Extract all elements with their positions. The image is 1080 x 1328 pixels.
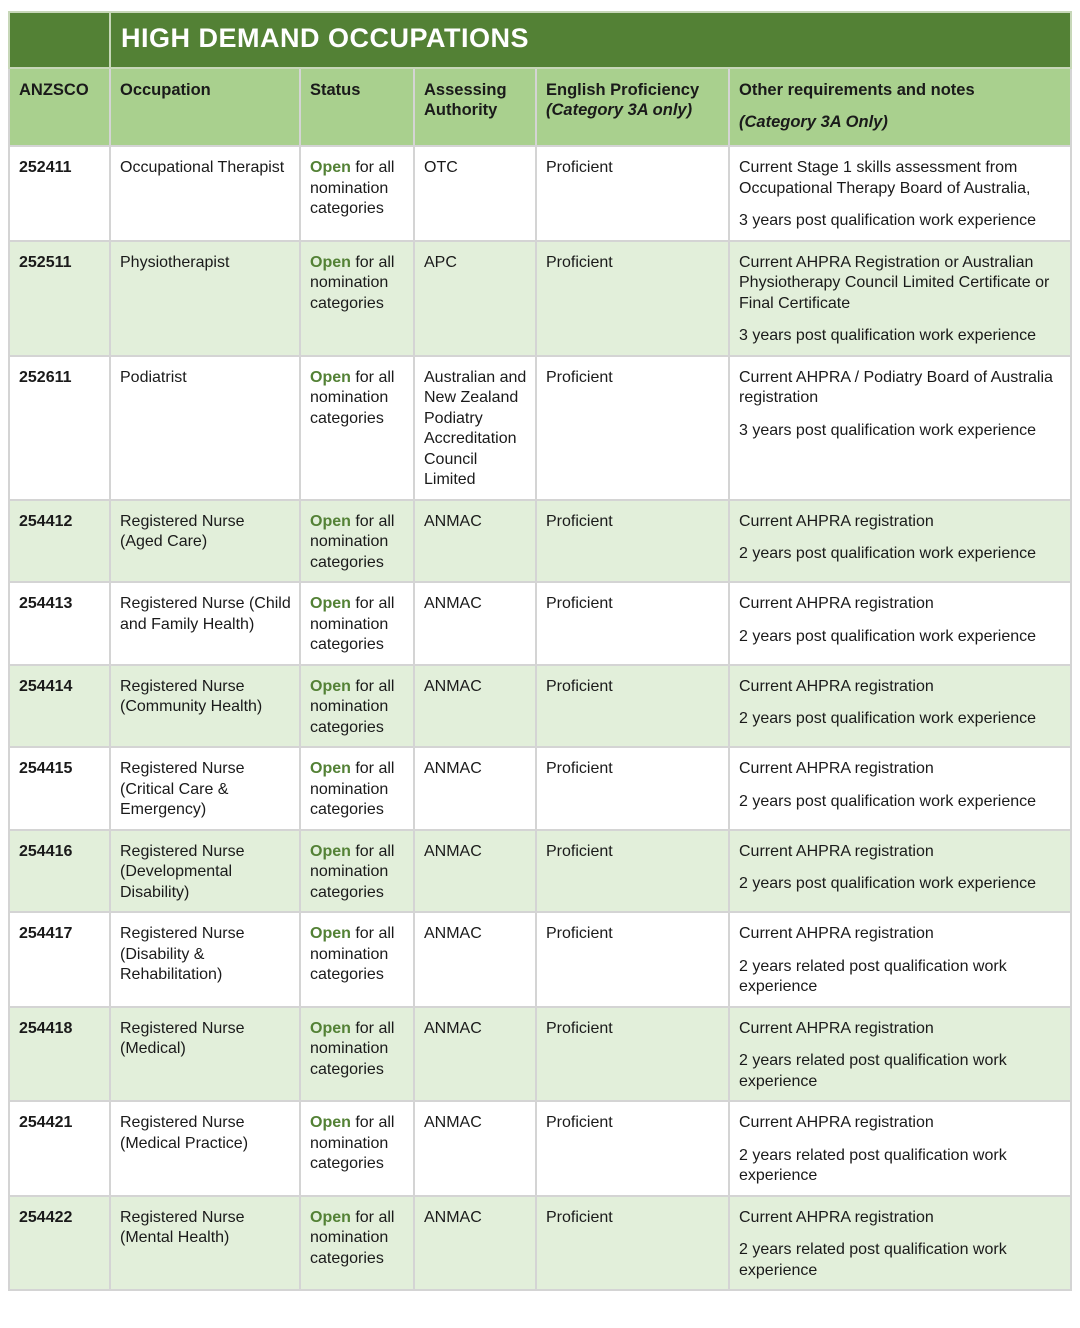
status-cell [300,582,414,665]
note-experience: 3 years post qualification work experience [739,421,1037,439]
assessing-authority: APC [424,253,457,271]
high-demand-occupations-table [8,11,1072,1291]
occupation-cell [110,356,300,500]
note-experience: 3 years post qualification work experience [739,327,1037,344]
note-experience: 2 years related post qualification work experience [739,1052,1007,1090]
english-cell [536,146,729,241]
authority-cell [414,747,536,830]
notes-cell [729,747,1071,830]
authority-cell [414,1196,536,1291]
occupations-table-frame [8,11,1070,1291]
table-row [9,665,1071,748]
notes-cell [729,146,1071,241]
english-cell [536,830,729,913]
table-row [9,830,1071,913]
anzsco-code: 254416 [19,842,73,860]
note-experience: 2 years related post qualification work experience [739,957,1007,995]
assessing-authority: Australian and New Zealand Podiatry Accreditation Council Limited [424,368,527,488]
occupation-name: Occupational Therapist [120,159,285,176]
assessing-authority: ANMAC [424,1208,482,1226]
anzsco-cell [9,241,110,356]
status-open: Open [310,159,351,176]
note-requirement: Current AHPRA registration [739,595,934,612]
english-proficiency: Proficient [546,1114,613,1131]
assessing-authority: ANMAC [424,842,482,860]
note-experience: 2 years post qualification work experience [739,710,1037,727]
note-requirement: Current AHPRA registration [739,925,934,942]
assessing-authority: ANMAC [424,1019,482,1037]
header-status: Status [300,68,414,146]
header-row [9,68,1071,146]
english-proficiency: Proficient [546,842,613,860]
occupation-name: Registered Nurse (Community Health) [120,677,263,715]
assessing-authority: ANMAC [424,512,482,530]
status-open: Open [310,253,351,271]
occupation-cell [110,830,300,913]
note-experience: 2 years post qualification work experience [739,627,1037,645]
authority-cell [414,582,536,665]
occupation-name: Registered Nurse (Medical) [120,1019,245,1057]
status-detail: for all nomination categories [310,1114,395,1172]
english-proficiency: Proficient [546,925,613,942]
status-detail: for all nomination categories [310,842,395,901]
anzsco-code: 254421 [19,1114,73,1131]
occupation-name: Registered Nurse (Medical Practice) [120,1114,249,1152]
occupation-cell [110,241,300,356]
notes-cell [729,1007,1071,1102]
status-open: Open [310,512,351,530]
authority-cell [414,665,536,748]
table-row [9,1101,1071,1196]
occupation-name: Physiotherapist [120,253,230,271]
table-row [9,912,1071,1007]
assessing-authority: ANMAC [424,1114,482,1131]
anzsco-code: 254413 [19,595,73,612]
status-cell [300,241,414,356]
occupation-cell [110,1007,300,1102]
english-cell [536,912,729,1007]
authority-cell [414,830,536,913]
status-detail: for all nomination categories [310,595,395,653]
status-cell [300,356,414,500]
notes-cell [729,500,1071,583]
assessing-authority: OTC [424,159,458,176]
table-row [9,1007,1071,1102]
assessing-authority: ANMAC [424,760,482,777]
note-requirement: Current AHPRA registration [739,1019,934,1037]
status-cell [300,665,414,748]
occupation-name: Podiatrist [120,368,187,386]
status-cell [300,830,414,913]
header-english-label: English Proficiency [546,81,700,99]
title-spacer-cell [9,12,110,68]
anzsco-code: 254418 [19,1019,73,1037]
status-detail: for all nomination categories [310,512,395,571]
anzsco-cell [9,747,110,830]
status-open: Open [310,842,351,860]
anzsco-cell [9,1196,110,1291]
note-requirement: Current Stage 1 skills assessment from Occupational Therapy Board of Australia, [739,159,1031,197]
status-detail: for all nomination categories [310,1019,395,1078]
note-requirement: Current AHPRA registration [739,842,934,860]
header-notes [729,68,1071,146]
status-detail: for all nomination categories [310,760,395,818]
english-cell [536,500,729,583]
note-requirement: Current AHPRA registration [739,760,934,777]
status-open: Open [310,1114,351,1131]
authority-cell [414,500,536,583]
occupation-cell [110,1101,300,1196]
anzsco-cell [9,1101,110,1196]
assessing-authority: ANMAC [424,677,482,695]
authority-cell [414,241,536,356]
note-experience: 2 years post qualification work experience [739,545,1037,562]
anzsco-cell [9,146,110,241]
note-experience: 2 years related post qualification work experience [739,1146,1007,1184]
english-proficiency: Proficient [546,253,613,271]
note-experience: 2 years post qualification work experience [739,875,1037,892]
note-requirement: Current AHPRA registration [739,512,934,530]
table-row [9,582,1071,665]
table-row [9,356,1071,500]
english-proficiency: Proficient [546,595,613,612]
english-proficiency: Proficient [546,512,613,530]
authority-cell [414,146,536,241]
occupation-cell [110,665,300,748]
assessing-authority: ANMAC [424,595,482,612]
anzsco-code: 252411 [19,159,72,176]
status-detail: for all nomination categories [310,925,395,983]
status-open: Open [310,595,351,612]
table-row [9,747,1071,830]
note-requirement: Current AHPRA registration [739,1114,934,1131]
anzsco-code: 254415 [19,760,73,777]
status-detail: for all nomination categories [310,368,395,427]
table-body [9,146,1071,1290]
occupation-cell [110,582,300,665]
status-open: Open [310,1208,351,1226]
status-detail: for all nomination categories [310,1208,395,1267]
note-experience: 3 years post qualification work experience [739,212,1037,229]
occupation-cell [110,146,300,241]
anzsco-code: 252511 [19,253,72,271]
english-proficiency: Proficient [546,1019,613,1037]
notes-cell [729,665,1071,748]
anzsco-cell [9,665,110,748]
status-detail: for all nomination categories [310,159,395,217]
anzsco-cell [9,1007,110,1102]
english-cell [536,1196,729,1291]
status-detail: for all nomination categories [310,677,395,736]
header-english [536,68,729,146]
note-requirement: Current AHPRA Registration or Australian Physiotherapy Council Limited Certificate or Final Certificate [739,253,1050,312]
english-cell [536,1007,729,1102]
note-requirement: Current AHPRA / Podiatry Board of Australia registration [739,368,1053,406]
authority-cell [414,356,536,500]
status-open: Open [310,1019,351,1037]
english-cell [536,241,729,356]
status-cell [300,747,414,830]
title-row [9,12,1071,68]
anzsco-cell [9,500,110,583]
anzsco-code: 254412 [19,512,73,530]
anzsco-code: 254414 [19,677,73,695]
occupation-cell [110,912,300,1007]
note-experience: 2 years related post qualification work experience [739,1241,1007,1279]
english-cell [536,1101,729,1196]
header-notes-sub: (Category 3A Only) [739,113,888,131]
header-occupation: Occupation [110,68,300,146]
english-cell [536,747,729,830]
table-row [9,1196,1071,1291]
anzsco-code: 254422 [19,1208,73,1226]
notes-cell [729,241,1071,356]
english-proficiency: Proficient [546,760,613,777]
notes-cell [729,356,1071,500]
english-proficiency: Proficient [546,1208,613,1226]
table-row [9,241,1071,356]
status-cell [300,500,414,583]
note-requirement: Current AHPRA registration [739,1208,934,1226]
title-cell [110,12,1071,68]
assessing-authority: ANMAC [424,925,482,942]
status-open: Open [310,368,351,386]
occupation-name: Registered Nurse (Disability & Rehabilitation) [120,925,245,983]
english-cell [536,582,729,665]
occupation-cell [110,500,300,583]
occupation-cell [110,1196,300,1291]
status-open: Open [310,925,351,942]
authority-cell [414,912,536,1007]
authority-cell [414,1101,536,1196]
status-open: Open [310,677,351,695]
english-proficiency: Proficient [546,368,613,386]
status-cell [300,146,414,241]
notes-cell [729,1196,1071,1291]
notes-cell [729,582,1071,665]
authority-cell [414,1007,536,1102]
anzsco-code: 254417 [19,925,73,942]
anzsco-cell [9,582,110,665]
status-open: Open [310,760,351,777]
header-anzsco: ANZSCO [9,68,110,146]
table-title: HIGH DEMAND OCCUPATIONS [121,23,529,53]
english-cell [536,665,729,748]
header-english-sub: (Category 3A only) [546,101,693,119]
notes-cell [729,830,1071,913]
header-authority: Assessing Authority [414,68,536,146]
occupation-name: Registered Nurse (Mental Health) [120,1208,245,1246]
occupation-name: Registered Nurse (Aged Care) [120,512,245,550]
status-cell [300,1101,414,1196]
anzsco-cell [9,356,110,500]
notes-cell [729,912,1071,1007]
table-row [9,146,1071,241]
occupation-name: Registered Nurse (Developmental Disability) [120,842,245,901]
status-cell [300,1196,414,1291]
occupation-name: Registered Nurse (Critical Care & Emergency) [120,760,245,818]
english-cell [536,356,729,500]
header-notes-label: Other requirements and notes [739,81,975,99]
anzsco-code: 252611 [19,368,72,386]
english-proficiency: Proficient [546,677,613,695]
occupation-name: Registered Nurse (Child and Family Health) [120,595,291,633]
note-requirement: Current AHPRA registration [739,677,934,695]
status-cell [300,912,414,1007]
anzsco-cell [9,912,110,1007]
table-row [9,500,1071,583]
note-experience: 2 years post qualification work experience [739,792,1037,810]
anzsco-cell [9,830,110,913]
status-cell [300,1007,414,1102]
occupation-cell [110,747,300,830]
status-detail: for all nomination categories [310,253,395,312]
notes-cell [729,1101,1071,1196]
english-proficiency: Proficient [546,159,613,176]
